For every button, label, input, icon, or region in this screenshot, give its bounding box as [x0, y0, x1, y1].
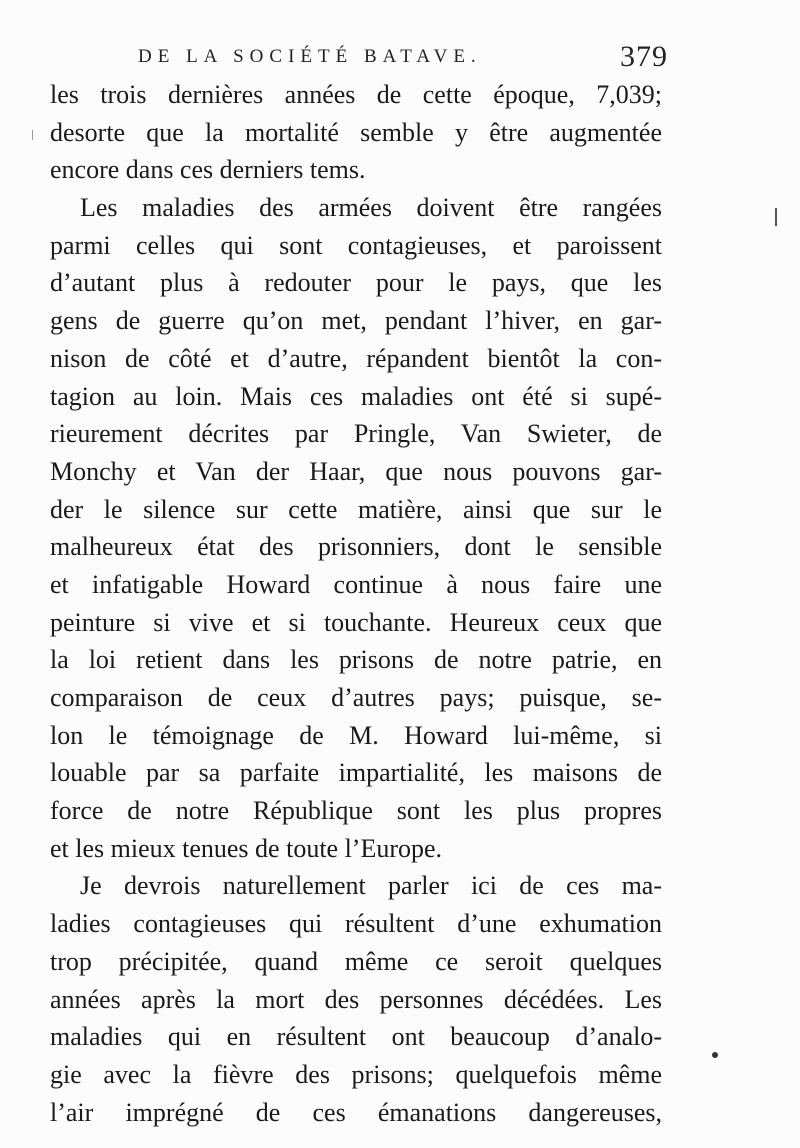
- text-line: der le silence sur cette matière, ainsi que sur le: [50, 494, 662, 524]
- text-line: tagion au loin. Mais ces maladies ont été si supé-: [50, 381, 662, 411]
- text-line: force de notre République sont les plus propres: [50, 796, 662, 826]
- text-line: Je devrois naturellement parler ici de ces ma-: [80, 871, 662, 901]
- text-line: louable par sa parfaite impartialité, les maisons de: [50, 758, 662, 788]
- text-line: et les mieux tenues de toute l’Europe.: [50, 833, 443, 863]
- text-line: trop précipitée, quand même ce seroit quelques: [50, 946, 662, 976]
- text-line: Les maladies des armées doivent être rangées: [80, 193, 662, 223]
- text-line: Monchy et Van der Haar, que nous pouvons gar-: [50, 456, 662, 486]
- text-line: encore dans ces derniers tems.: [50, 155, 366, 185]
- text-line: maladies qui en résultent ont beaucoup d’analo-: [50, 1022, 662, 1052]
- text-line: peinture si vive et si touchante. Heureux ceux que: [50, 607, 662, 637]
- page-number: 379: [620, 40, 668, 73]
- text-line: malheureux état des prisonniers, dont le sensible: [50, 532, 662, 562]
- text-line: nison de côté et d’autre, répandent bientôt la con-: [50, 343, 662, 373]
- text-line: parmi celles qui sont contagieuses, et paroissent: [50, 230, 662, 260]
- margin-mark: [32, 130, 33, 140]
- text-line: années après la mort des personnes décédées. Les: [50, 984, 662, 1014]
- text-line: l’air imprégné de ces émanations dangereuses,: [50, 1097, 662, 1127]
- text-line: lon le témoignage de M. Howard lui-même, si: [50, 720, 662, 750]
- text-line: rieurement décrites par Pringle, Van Swieter, de: [50, 419, 662, 449]
- text-line: d’autant plus à redouter pour le pays, que les: [50, 268, 662, 298]
- body-text: [50, 76, 662, 1131]
- text-line: ladies contagieuses qui résultent d’une exhumation: [50, 909, 662, 939]
- text-line: gens de guerre qu’on met, pendant l’hiver, en gar-: [50, 306, 662, 336]
- text-line: desorte que la mortalité semble y être augmentée: [50, 117, 662, 147]
- text-line: la loi retient dans les prisons de notre patrie, en: [50, 645, 662, 675]
- ink-speck: [712, 1052, 718, 1058]
- text-line: gie avec la fièvre des prisons; quelquefois même: [50, 1059, 662, 1089]
- running-head: DE LA SOCIÉTÉ BATAVE.: [138, 46, 482, 67]
- margin-mark: [775, 208, 777, 226]
- text-line: et infatigable Howard continue à nous faire une: [50, 569, 662, 599]
- text-line: comparaison de ceux d’autres pays; puisque, se-: [50, 683, 662, 712]
- page-header: [138, 40, 668, 76]
- text-line: les trois dernières années de cette époque, 7,039;: [50, 80, 662, 109]
